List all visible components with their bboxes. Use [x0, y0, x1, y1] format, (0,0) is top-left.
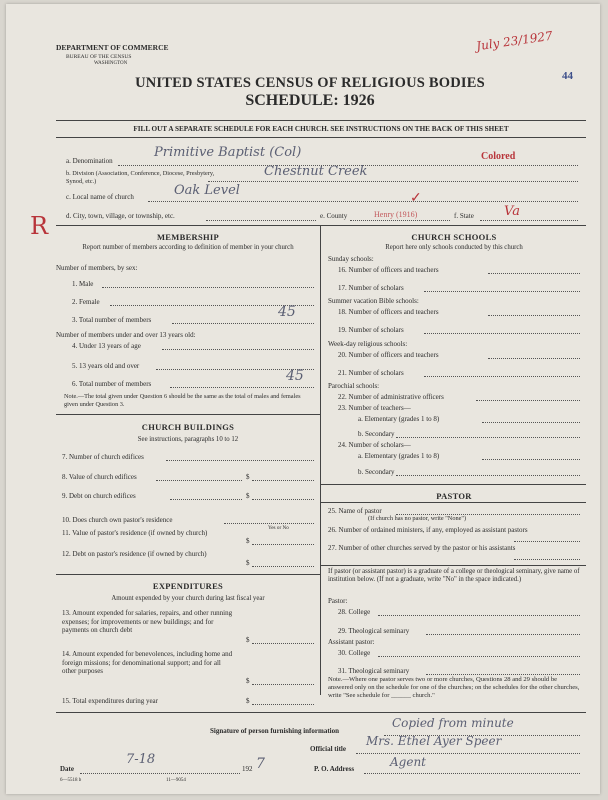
- running-expenses-line: [252, 643, 314, 644]
- form-code: 6—5518 b: [60, 778, 82, 783]
- colored-stamp: Colored: [481, 151, 516, 162]
- column-divider: [320, 225, 321, 695]
- asst-seminary-label: 31. Theological seminary: [338, 667, 410, 675]
- teachers-secondary-line: [396, 437, 580, 438]
- parochial-scholars-label: 24. Number of scholars—: [338, 441, 411, 449]
- expenditures-rule: [56, 574, 320, 575]
- division-label: b. Division (Association, Conference, Diocese, Presbytery, Synod, etc.): [66, 170, 215, 185]
- state-label: f. State: [454, 212, 474, 220]
- sunday-officers-line: [488, 273, 580, 274]
- membership-note: Note.—The total given under Question 6 should be the same as the total of males and females given under Question 3.: [64, 393, 301, 408]
- edifices-value-dots: [156, 480, 242, 481]
- pastor-note: Note.—Where one pastor serves two or more churches, Questions 28 and 29 should be answered only on the schedule for one of the churches; on the schedules for the other churches, write "See schedule for ______ church.": [328, 676, 580, 699]
- census-schedule-page: [6, 4, 600, 794]
- weekday-scholars-line: [424, 376, 580, 377]
- assistant-subhead: Assistant pastor:: [328, 638, 375, 646]
- expenditures-intro: Amount expended by your church during last fiscal year: [111, 595, 265, 602]
- denomination-value[interactable]: Primitive Baptist (Col): [154, 145, 302, 160]
- city-label: WASHINGTON: [94, 61, 128, 66]
- teachers-elementary-label: a. Elementary (grades 1 to 8): [358, 415, 440, 423]
- schools-intro: Report here only schools conducted by this church: [385, 244, 523, 251]
- edifices-count-line: [166, 460, 314, 461]
- pastor-name-hint: (If church has no pastor, write "None"): [368, 515, 467, 522]
- county-label: e. County: [320, 212, 348, 220]
- under-13-line: [162, 349, 314, 350]
- benevolences-label: 14. Amount expended for benevolences, including home and foreign missions; for denominational support; and for all other purposes: [62, 650, 233, 675]
- weekday-schools-label: Week-day religious schools:: [328, 340, 408, 348]
- pastor-rule: [320, 484, 586, 485]
- edifices-debt-label: 9. Debt on church edifices: [62, 492, 136, 500]
- female-label: 2. Female: [72, 298, 100, 306]
- summer-scholars-label: 19. Number of scholars: [338, 326, 404, 334]
- division-line: [208, 181, 578, 182]
- signature-label: Signature of person furnishing information: [210, 727, 339, 735]
- po-address-line: [364, 773, 580, 774]
- schools-title: CHURCH SCHOOLS: [411, 232, 497, 242]
- form-subtitle: SCHEDULE: 1926: [245, 92, 375, 109]
- weekday-officers-label: 20. Number of officers and teachers: [338, 351, 439, 359]
- edifices-value-line: [252, 480, 314, 481]
- scholars-secondary-label: b. Secondary: [358, 468, 395, 476]
- weekday-scholars-label: 21. Number of scholars: [338, 369, 404, 377]
- date-line: [80, 773, 240, 774]
- summer-officers-line: [488, 315, 580, 316]
- official-title-label: Official title: [310, 745, 346, 753]
- asst-college-label: 30. College: [338, 649, 371, 657]
- county-value[interactable]: Henry (1916): [374, 210, 418, 219]
- benevolences-dollar: $: [246, 677, 250, 685]
- buildings-intro: See instructions, paragraphs 10 to 12: [137, 436, 239, 443]
- other-churches-line: [514, 559, 580, 560]
- signature-value[interactable]: Copied from minute: [392, 716, 514, 730]
- city-town-label: d. City, town, village, or township, etc.: [66, 212, 175, 220]
- other-churches-label: 27. Number of other churches served by the pastor or his assistants: [328, 544, 516, 552]
- summer-schools-label: Summer vacation Bible schools:: [328, 297, 419, 305]
- sunday-scholars-label: 17. Number of scholars: [338, 284, 404, 292]
- membership-title: MEMBERSHIP: [156, 232, 220, 242]
- under-13-label: 4. Under 13 years of age: [72, 342, 141, 350]
- asst-college-line: [378, 656, 580, 657]
- pastor-title: PASTOR: [436, 491, 472, 501]
- residence-value-dollar: $: [246, 537, 250, 545]
- total-expenditures-dollar: $: [246, 697, 250, 705]
- yes-no-hint: Yes or No: [268, 525, 289, 531]
- year-value[interactable]: 7: [256, 756, 265, 772]
- ordained-ministers-line: [514, 541, 580, 542]
- membership-intro: Report number of members according to definition of member in your church: [82, 244, 294, 251]
- summer-officers-label: 18. Number of officers and teachers: [338, 308, 439, 316]
- teachers-elementary-line: [482, 422, 580, 423]
- official-title-line: [356, 753, 580, 754]
- pastor-subhead: Pastor:: [328, 597, 348, 605]
- running-expenses-label: 13. Amount expended for salaries, repairs, and other running expenses; for improvements or new buildings; and for payments on church debt: [62, 609, 233, 634]
- edifices-value-label: 8. Value of church edifices: [62, 473, 137, 481]
- local-name-line: [148, 201, 578, 202]
- header-rule-2: [56, 137, 586, 138]
- department-label: DEPARTMENT OF COMMERCE: [56, 43, 169, 52]
- state-line: [480, 220, 578, 221]
- header-rule: [56, 120, 586, 121]
- section-rule: [56, 225, 586, 226]
- denomination-label: a. Denomination: [66, 157, 113, 165]
- schedule-number: 44: [562, 70, 573, 82]
- footer-rule: [56, 712, 586, 713]
- local-name-label: c. Local name of church: [66, 193, 134, 201]
- parochial-teachers-label: 23. Number of teachers—: [338, 404, 411, 412]
- print-code: 11—9054: [166, 778, 186, 783]
- sunday-scholars-line: [424, 291, 580, 292]
- male-line: [102, 287, 314, 288]
- date-value[interactable]: 7-18: [126, 752, 156, 767]
- total-members-age-value[interactable]: 45: [286, 368, 304, 384]
- year-prefix: 192: [242, 765, 253, 773]
- official-title-value[interactable]: Mrs. Ethel Ayer Speer: [366, 734, 502, 748]
- buildings-title: CHURCH BUILDINGS: [141, 422, 235, 432]
- members-by-sex-label: Number of members, by sex:: [56, 264, 138, 272]
- teachers-secondary-label: b. Secondary: [358, 430, 395, 438]
- scholars-secondary-line: [396, 475, 580, 476]
- parochial-admin-line: [476, 400, 580, 401]
- seminary-label: 29. Theological seminary: [338, 627, 410, 635]
- residence-debt-line: [252, 566, 314, 567]
- total-members-age-label: 6. Total number of members: [72, 380, 152, 388]
- instruction-line: FILL OUT A SEPARATE SCHEDULE FOR EACH CHURCH. SEE INSTRUCTIONS ON THE BACK OF THIS SHEET: [133, 125, 509, 133]
- division-value[interactable]: Chestnut Creek: [264, 164, 368, 179]
- parochial-schools-label: Parochial schools:: [328, 382, 380, 390]
- pastor-rule-2: [320, 502, 586, 503]
- edifices-debt-dots: [170, 499, 242, 500]
- scholars-elementary-line: [482, 459, 580, 460]
- form-title: UNITED STATES CENSUS OF RELIGIOUS BODIES: [135, 75, 485, 91]
- edifices-count-label: 7. Number of church edifices: [62, 453, 144, 461]
- summer-scholars-line: [424, 333, 580, 334]
- total-members-value[interactable]: 45: [278, 304, 296, 320]
- total-members-line: [172, 323, 314, 324]
- college-label: 28. College: [338, 608, 371, 616]
- weekday-officers-line: [488, 358, 580, 359]
- parochial-admin-label: 22. Number of administrative officers: [338, 393, 444, 401]
- total-expenditures-label: 15. Total expenditures during year: [62, 697, 158, 705]
- male-label: 1. Male: [72, 280, 94, 288]
- po-address-label: P. O. Address: [314, 765, 355, 773]
- running-expenses-dollar: $: [246, 636, 250, 644]
- total-members-age-line: [170, 387, 314, 388]
- buildings-rule: [56, 414, 320, 415]
- received-date-stamp: July 23/1927: [475, 28, 554, 54]
- college-line: [378, 615, 580, 616]
- over-13-label: 5. 13 years old and over: [72, 362, 140, 370]
- ordained-ministers-label: 26. Number of ordained ministers, if any, employed as assistant pastors: [328, 526, 528, 534]
- graduate-intro: If pastor (or assistant pastor) is a graduate of a college or theological seminary, give name of institution below. (If not a graduate, write "No" in the space indicated.): [328, 568, 580, 583]
- asst-seminary-line: [426, 674, 580, 675]
- residence-debt-label: 12. Debt on pastor's residence (if owned by church): [62, 550, 207, 558]
- sunday-officers-label: 16. Number of officers and teachers: [338, 266, 439, 274]
- margin-mark: R: [30, 212, 49, 240]
- total-expenditures-line: [252, 704, 314, 705]
- county-check-mark: ✓: [410, 191, 422, 206]
- residence-value-label: 11. Value of pastor's residence (if owned by church): [62, 529, 208, 537]
- seminary-line: [426, 634, 580, 635]
- benevolences-line: [252, 684, 314, 685]
- edifices-debt-line: [252, 499, 314, 500]
- residence-value-line: [252, 544, 314, 545]
- local-name-value[interactable]: Oak Level: [174, 183, 240, 198]
- owns-residence-label: 10. Does church own pastor's residence: [62, 516, 173, 524]
- members-age-label: Number of members under and over 13 years old:: [56, 331, 196, 339]
- city-town-line: [206, 220, 316, 221]
- edifices-value-dollar: $: [246, 473, 250, 481]
- residence-debt-dollar: $: [246, 559, 250, 567]
- edifices-debt-dollar: $: [246, 492, 250, 500]
- graduate-rule: [320, 565, 586, 566]
- pastor-name-label: 25. Name of pastor: [328, 507, 382, 515]
- date-label: Date: [60, 765, 74, 773]
- total-members-label: 3. Total number of members: [72, 316, 152, 324]
- po-address-value[interactable]: Agent: [390, 755, 426, 769]
- scholars-elementary-label: a. Elementary (grades 1 to 8): [358, 452, 440, 460]
- bureau-label: BUREAU OF THE CENSUS: [66, 54, 132, 60]
- state-value[interactable]: Va: [504, 204, 520, 219]
- sunday-schools-label: Sunday schools:: [328, 255, 374, 263]
- county-line: [350, 220, 450, 221]
- expenditures-title: EXPENDITURES: [152, 581, 224, 591]
